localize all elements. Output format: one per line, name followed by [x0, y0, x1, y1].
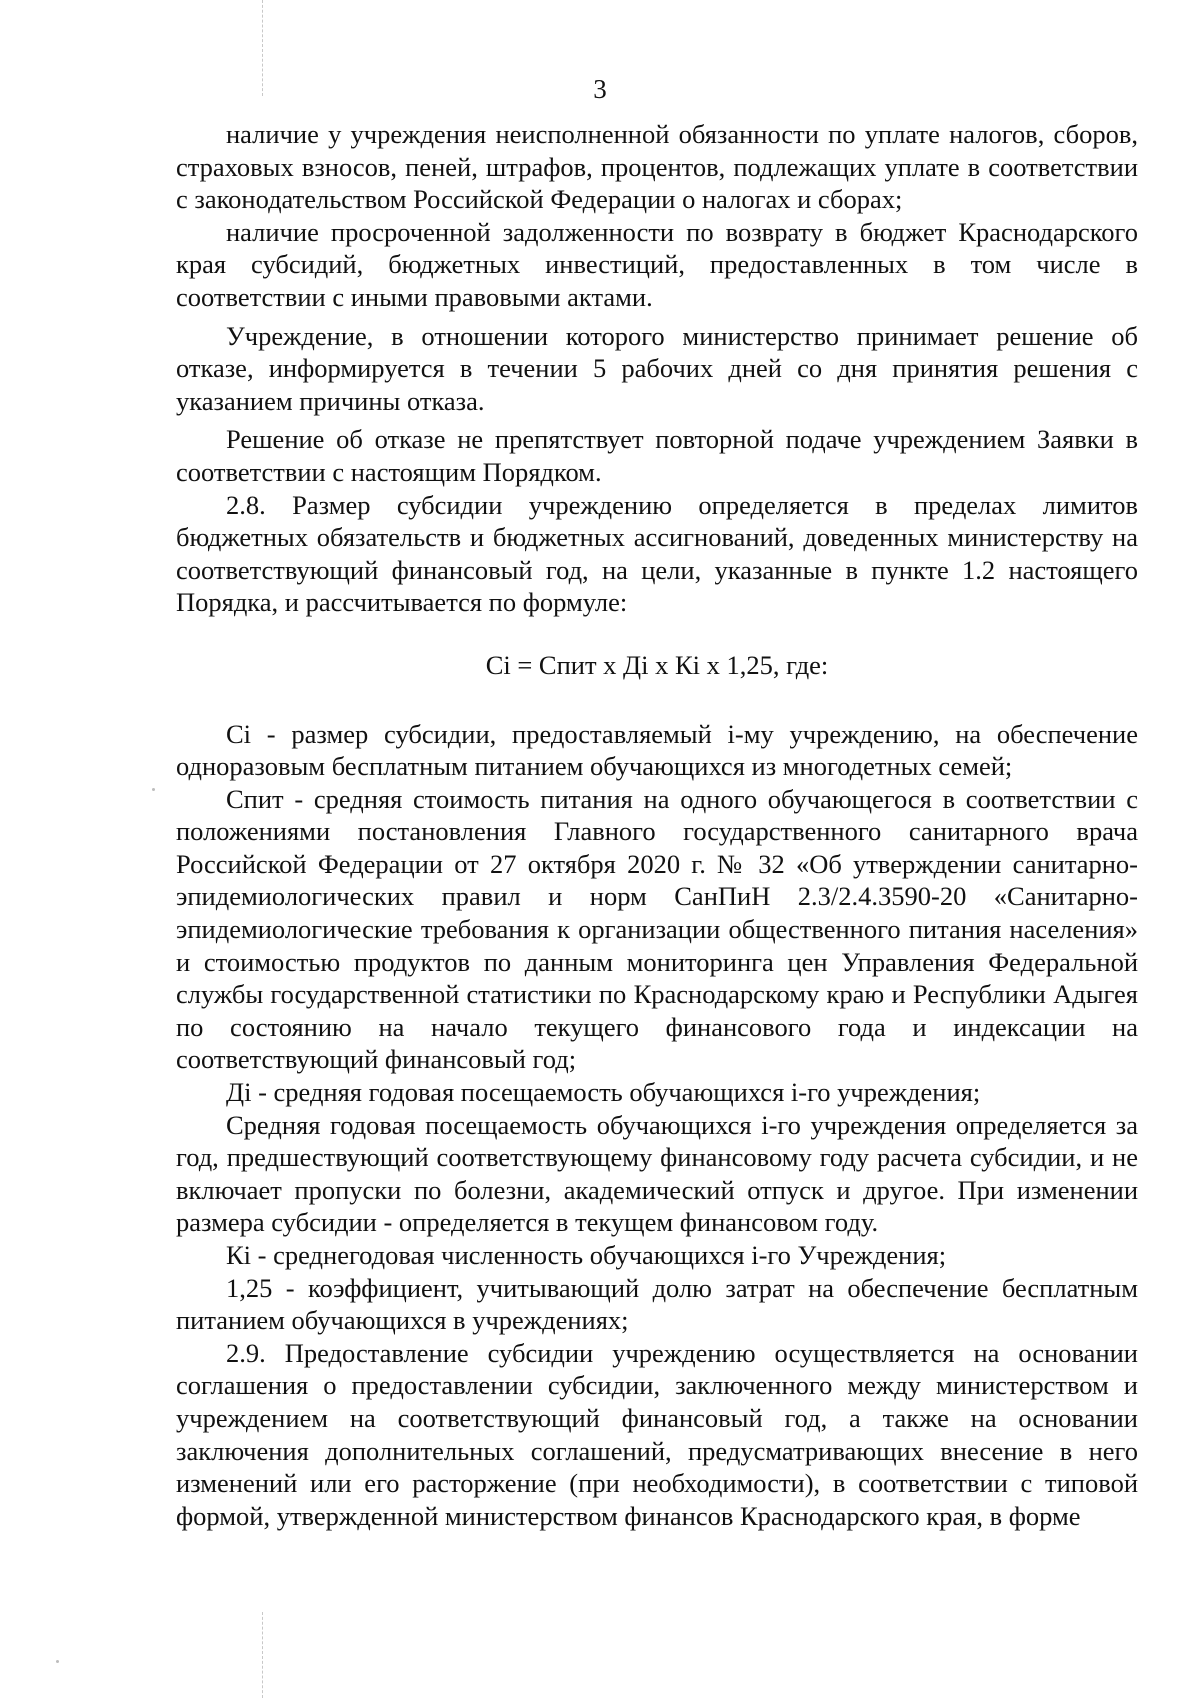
definition-spit: Спит - средняя стоимость питания на одного обучающегося в соответствии с положениями постановления Главного государственного санитарного врача Российской Федерации от 27 октября 2020 г. № 32 «Об утверждении санитарно-эпидемиологических правил и норм СанПиН 2.3/2.4.3590-20 «Санитарно-эпидемиологические требования к организации общественного питания населения» и стоимостью продуктов по данным мониторинга цен Управления Федеральной службы государственной статистики по Краснодарскому краю и Республики Адыгея по состоянию на начало текущего финансового года и индексации на соответствующий финансовый год; — [176, 783, 1138, 1075]
paragraph-resubmission: Решение об отказе не препятствует повторной подаче учреждением Заявки в соответствии с настоящим Порядком. — [176, 424, 1138, 487]
paragraph-overdue-debt: наличие просроченной задолженности по возврату в бюджет Краснодарского края субсидий, бюджетных инвестиций, предоставленных в том числе в соответствии с иными правовыми актами. — [176, 216, 1138, 312]
subsidy-formula: Сi = Спит х Дi х Кi х 1,25, где: — [485, 649, 829, 680]
page-number: 3 — [593, 74, 607, 104]
document-body — [176, 118, 1138, 1532]
scan-speck — [152, 788, 155, 791]
definition-ci: Сi - размер субсидии, предоставляемый i-му учреждению, на обеспечение одноразовым бесплатным питанием обучающихся из многодетных семей; — [176, 718, 1138, 782]
definition-di: Дi - средняя годовая посещаемость обучающихся i-го учреждения; — [226, 1077, 981, 1108]
paragraph-tax-obligation: наличие у учреждения неисполненной обязанности по уплате налогов, сборов, страховых взносов, пеней, штрафов, процентов, подлежащих уплате в соответствии с законодательством Российской Федерации о налогах и сборах; — [176, 119, 1138, 215]
scan-fold-line-bottom — [262, 1612, 263, 1698]
paragraph-refusal-notice: Учреждение, в отношении которого министерство принимает решение об отказе, информируется в течении 5 рабочих дней со дня принятия решения с указанием причины отказа. — [176, 320, 1138, 416]
paragraph-2-8: 2.8. Размер субсидии учреждению определяется в пределах лимитов бюджетных обязательств и бюджетных ассигнований, доведенных министерству на соответствующий финансовый год, на цели, указанные в пункте 1.2 настоящего Порядка, и рассчитывается по формуле: — [176, 489, 1138, 618]
scan-speck — [56, 1660, 59, 1663]
definition-coefficient: 1,25 - коэффициент, учитывающий долю затрат на обеспечение бесплатным питанием обучающихся в учреждениях; — [176, 1272, 1138, 1336]
paragraph-attendance: Средняя годовая посещаемость обучающихся i-го учреждения определяется за год, предшествующий соответствующему финансовому году расчета субсидии, и не включает пропуски по болезни, академический отпуск и другое. При изменении размера субсидии - определяется в текущем финансовом году. — [176, 1109, 1138, 1238]
paragraph-2-9: 2.9. Предоставление субсидии учреждению осуществляется на основании соглашения о предоставлении субсидии, заключенного между министерством и учреждением на соответствующий финансовый год, а также на основании заключения дополнительных соглашений, предусматривающих внесение в него изменений или его расторжение (при необходимости), в соответствии с типовой формой, утвержденной министерством финансов Краснодарского края, в форме — [176, 1337, 1138, 1531]
definition-ki: Кi - среднегодовая численность обучающихся i-го Учреждения; — [226, 1240, 947, 1270]
